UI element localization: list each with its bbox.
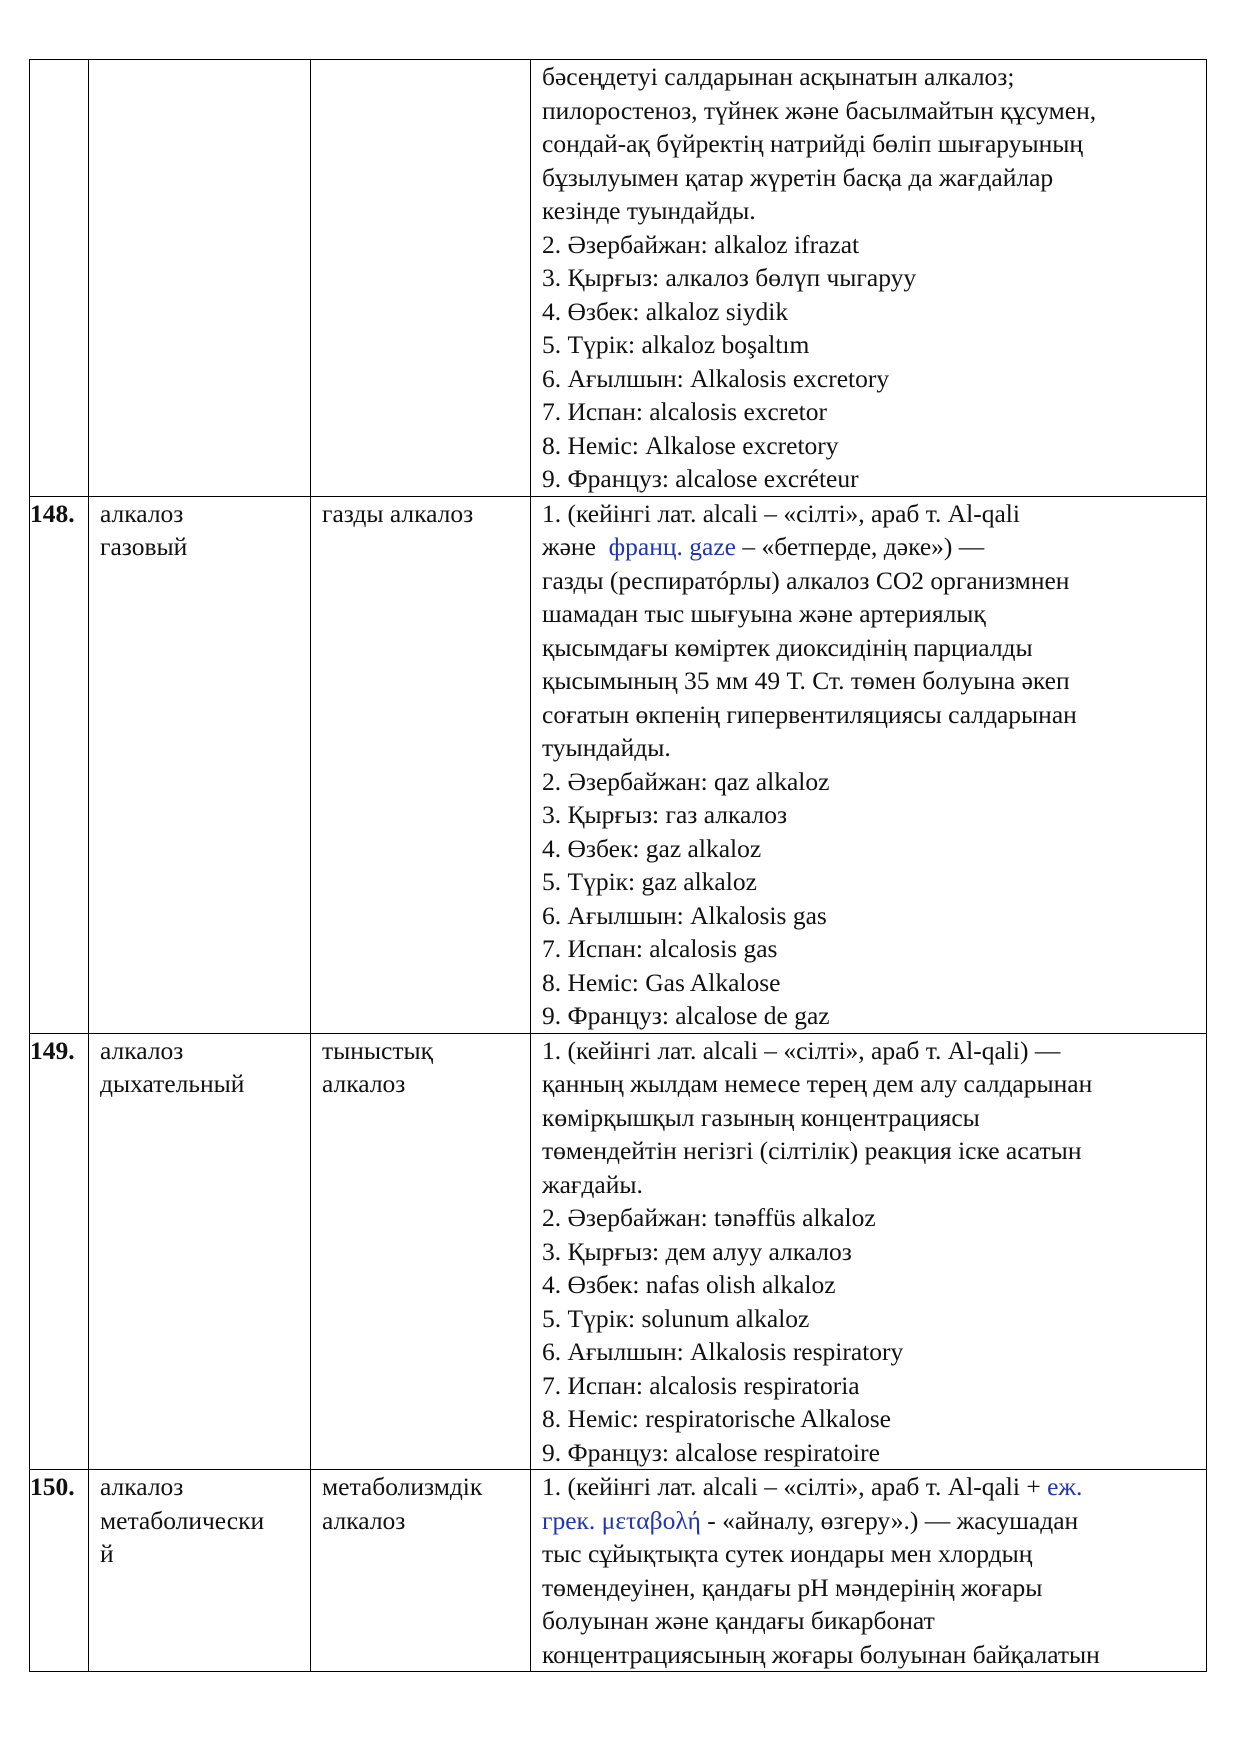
translation-line: 3. Қырғыз: дем алуу алкалоз <box>542 1236 852 1266</box>
translation-line: 5. Түрік: solunum alkaloz <box>542 1303 810 1333</box>
definition-text: - «айналу, өзгеру».) — жасушадан <box>700 1505 1079 1535</box>
translation-line: 8. Неміс: respiratorische Alkalose <box>542 1404 891 1433</box>
definition-line: көмірқышқыл газының концентрациясы <box>542 1102 980 1132</box>
definition-cell <box>531 1033 1207 1470</box>
definition-text: және <box>542 532 609 561</box>
kazakh-term-line: метаболизмдік <box>322 1472 483 1501</box>
translation-line: 7. Испан: alcalosis respiratoria <box>542 1370 860 1400</box>
translation-line: 3. Қырғыз: газ алкалоз <box>542 800 788 829</box>
definition-line: концентрациясының жоғары болуынан байқалатын <box>542 1639 1100 1669</box>
translation-line: 6. Ағылшын: Alkalosis gas <box>542 900 827 930</box>
table-row-continuation <box>30 60 1207 497</box>
definition-line: жағдайы. <box>542 1169 643 1199</box>
russian-term-line: газовый <box>100 532 188 561</box>
definition-cell <box>531 60 1207 497</box>
definition-line <box>542 1504 1200 1538</box>
etymology-link[interactable]: грек. μεταβολή <box>542 1505 701 1535</box>
definition-line: қысымдағы көміртек диоксидінің парциалды <box>542 632 1033 662</box>
russian-term-cell <box>89 496 311 1033</box>
translation-line: 9. Француз: alcalose excréteur <box>542 464 859 493</box>
definition-line: сондай-ақ бүйректің натрийді бөліп шығаруының <box>542 129 1084 158</box>
russian-term-line: алкалоз <box>100 1035 184 1065</box>
definition-line: соғатын өкпенің гипервентиляциясы салдарынан <box>542 699 1077 729</box>
translation-line: 8. Неміс: Alkalose excretory <box>542 430 839 460</box>
etymology-link[interactable]: еж. <box>1047 1472 1083 1501</box>
definition-line: төмендеуінен, қандағы pH мәндерінің жоғары <box>542 1572 1043 1602</box>
kazakh-term-cell <box>311 1033 531 1470</box>
entry-number: 149. <box>30 1033 89 1470</box>
translation-line: 4. Өзбек: alkaloz siydik <box>542 296 789 326</box>
definition-cell <box>531 1470 1207 1672</box>
translation-line: 4. Өзбек: gaz alkaloz <box>542 833 762 863</box>
kazakh-term-line: алкалоз <box>322 1505 406 1535</box>
glossary-table <box>29 59 1207 1672</box>
translation-line: 4. Өзбек: nafas olish alkaloz <box>542 1270 836 1299</box>
russian-term-line: дыхательный <box>100 1069 245 1098</box>
definition-line: туындайды. <box>542 733 671 762</box>
russian-term-line: алкалоз <box>100 498 184 528</box>
definition-line: кезінде туындайды. <box>542 196 756 225</box>
translation-line: 7. Испан: alcalosis excretor <box>542 397 828 426</box>
translation-line: 9. Француз: alcalose de gaz <box>542 1001 830 1030</box>
translation-line: 6. Ағылшын: Alkalosis excretory <box>542 363 890 393</box>
translation-line: 2. Әзербайжан: alkaloz ifrazat <box>542 229 860 259</box>
definition-line <box>542 530 1200 564</box>
entry-number-cell <box>30 60 89 497</box>
russian-term-cell <box>89 1470 311 1672</box>
entry-number: 150. <box>30 1470 89 1672</box>
translation-line: 3. Қырғыз: алкалоз бөлүп чыгаруу <box>542 263 917 292</box>
kazakh-term-cell <box>311 496 531 1033</box>
definition-line: газды (респиратóрлы) алкалоз CO2 организмнен <box>542 565 1070 595</box>
definition-line: тыс сұйықтықта сутек иондары мен хлордың <box>542 1539 1033 1568</box>
russian-term-cell <box>89 1033 311 1470</box>
translation-line: 8. Неміс: Gas Alkalose <box>542 967 781 997</box>
translation-line: 2. Әзербайжан: tənəffüs alkaloz <box>542 1203 876 1232</box>
table-row-148 <box>30 496 1207 1033</box>
definition-line: 1. (кейінгі лат. alcali – «сілті», араб т. Al-qali) — <box>542 1035 1061 1065</box>
kazakh-term-line: тыныстық <box>322 1035 434 1065</box>
definition-line: қысымының 35 мм 49 Т. Ст. төмен болуына әкеп <box>542 666 1070 695</box>
translation-line: 2. Әзербайжан: qaz alkaloz <box>542 766 830 796</box>
definition-text: 1. (кейінгі лат. alcali – «сілті», араб т. Al-qali + <box>542 1472 1048 1501</box>
definition-line: бәсеңдетуі салдарынан асқынатын алкалоз; <box>542 62 1015 91</box>
translation-line: 5. Түрік: alkaloz boşaltım <box>542 330 810 359</box>
translation-line: 6. Ағылшын: Alkalosis respiratory <box>542 1337 904 1366</box>
entry-number: 148. <box>30 496 89 1033</box>
definition-cell <box>531 496 1207 1033</box>
etymology-link[interactable]: франц. gaze <box>608 532 736 561</box>
definition-line: 1. (кейінгі лат. alcali – «сілті», араб т. Al-qali <box>542 498 1020 528</box>
kazakh-term-line: алкалоз <box>322 1069 406 1098</box>
definition-line: шамадан тыс шығуына және артериялық <box>542 599 986 628</box>
definition-text: – «бетперде, дәке») — <box>736 532 985 561</box>
russian-term-line: й <box>100 1539 114 1568</box>
translation-line: 9. Француз: alcalose respiratoire <box>542 1437 880 1467</box>
table-row-149 <box>30 1033 1207 1470</box>
kazakh-term-line: газды алкалоз <box>322 498 474 528</box>
definition-line: болуынан және қандағы бикарбонат <box>542 1606 935 1635</box>
russian-term-cell <box>89 60 311 497</box>
definition-line: пилоростеноз, түйнек және басылмайтын құсумен, <box>542 95 1097 125</box>
definition-line: қанның жылдам немесе терең дем алу салдарынан <box>542 1069 1093 1098</box>
translation-line: 5. Түрік: gaz alkaloz <box>542 867 757 896</box>
table-row-150 <box>30 1470 1207 1672</box>
russian-term-line: алкалоз <box>100 1472 184 1501</box>
translation-line: 7. Испан: alcalosis gas <box>542 934 778 963</box>
definition-line: төмендейтін негізгі (сілтілік) реакция іске асатын <box>542 1136 1082 1165</box>
kazakh-term-cell <box>311 60 531 497</box>
definition-line <box>542 1470 1200 1504</box>
russian-term-line: метаболически <box>100 1505 265 1535</box>
kazakh-term-cell <box>311 1470 531 1672</box>
definition-line: бұзылуымен қатар жүретін басқа да жағдайлар <box>542 162 1054 192</box>
